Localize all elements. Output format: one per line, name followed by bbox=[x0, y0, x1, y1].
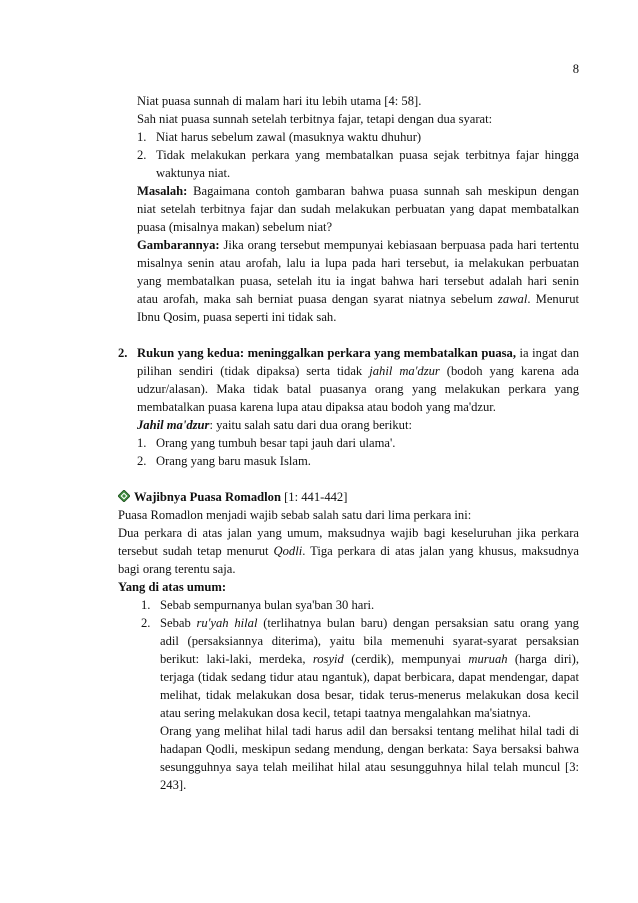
gambaran-line-2: misalnya senin atau arofah, lalu ia lupa pada hari tersebut, ia melakukan perbuatan bbox=[137, 256, 579, 270]
umum-item-2-line-4: terjaga (tidak sedang tidur atau ngantuk), dapat berbicara, dapat mendengar, dapat bbox=[160, 670, 579, 684]
page-number: 8 bbox=[572, 62, 579, 76]
niat-syarat-1-number: 1. bbox=[137, 130, 147, 144]
umum-item-2-number: 2. bbox=[141, 616, 151, 630]
umum-item-1-text: Sebab sempurnanya bulan sya'ban 30 hari. bbox=[160, 598, 375, 612]
umum-item-2-line-6: atau sering melakukan dosa kecil, tetapi taatnya mengalahkan ma'siatnya. bbox=[160, 706, 531, 720]
gambaran-line-5: Ibnu Qosim, puasa seperti ini tidak sah. bbox=[137, 310, 337, 324]
hilal-paragraph-line-1: Orang yang melihat hilal tadi harus adil dan bersaksi tentang melihat hilal tadi di bbox=[160, 724, 579, 738]
masalah-line-1: Masalah: Bagaimana contoh gambaran bahwa puasa sunnah sah meskipun dengan bbox=[137, 184, 579, 198]
niat-syarat-2-text-cont: waktunya niat. bbox=[156, 166, 231, 180]
niat-line-1: Niat puasa sunnah di malam hari itu lebih utama [4: 58]. bbox=[137, 94, 422, 108]
gambaran-line-3: yang membatalkan puasa, setelah itu ia ingat bahwa hari tersebut adalah hari senin bbox=[137, 274, 579, 288]
jahil-item-1-text: Orang yang tumbuh besar tapi jauh dari ulama'. bbox=[156, 436, 396, 450]
wajib-line-2: Dua perkara di atas jalan yang umum, maksudnya wajib bagi keseluruhan jika perkara bbox=[118, 526, 579, 540]
wajib-line-3: tersebut sudah tetap menurut Qodli. Tiga perkara di atas jalan yang khusus, maksudnya bbox=[118, 544, 579, 558]
gambaran-line-4: atau arofah, maka sah berniat puasa dengan syarat niatnya sebelum zawal. Menurut bbox=[137, 292, 579, 306]
wajib-line-4: bagi orang terentu saja. bbox=[118, 562, 236, 576]
jahil-madzur-line: Jahil ma'dzur: yaitu salah satu dari dua orang berikut: bbox=[137, 418, 412, 432]
wajib-reference: [1: 441-442] bbox=[280, 490, 348, 504]
wajib-heading: Wajibnya Puasa Romadlon bbox=[134, 490, 281, 504]
niat-syarat-2-text: Tidak melakukan perkara yang membatalkan puasa sejak terbitnya fajar hingga bbox=[156, 148, 579, 162]
rukun-2-number: 2. bbox=[118, 346, 128, 360]
umum-item-2-line-5: melihat, tidak melakukan dosa besar, tidak terus-menerus melakukan dosa kecil bbox=[160, 688, 579, 702]
umum-item-2-line-1: Sebab ru'yah hilal (terlihatnya bulan baru) dengan persaksian satu orang yang bbox=[160, 616, 579, 630]
rukun-2-line-3: udzur/alasan). Maka tidak batal puasanya orang yang melakukan perkara yang bbox=[137, 382, 579, 396]
jahil-item-1-number: 1. bbox=[137, 436, 147, 450]
jahil-madzur-label: Jahil ma'dzur bbox=[137, 418, 210, 432]
jahil-item-2-text: Orang yang baru masuk Islam. bbox=[156, 454, 311, 468]
gambaran-line-1: Gambarannya: Jika orang tersebut mempunyai kebiasaan berpuasa pada hari tertentu bbox=[137, 238, 579, 252]
niat-syarat-1-text: Niat harus sebelum zawal (masuknya waktu dhuhur) bbox=[156, 130, 422, 144]
masalah-line-2: niat setelah terbitnya fajar dan sudah melakukan perbuatan yang dapat membatalkan bbox=[137, 202, 579, 216]
rukun-2-line-1: Rukun yang kedua: meninggalkan perkara yang membatalkan puasa, ia ingat dan bbox=[137, 346, 579, 360]
gambaran-label: Gambarannya: bbox=[137, 238, 220, 252]
umum-item-2-line-3: berikut: laki-laki, merdeka, rosyid (cerdik), mempunyai muruah (harga diri), bbox=[160, 652, 580, 666]
umum-item-1-number: 1. bbox=[141, 598, 151, 612]
rukun-2-line-4: membatalkan puasa karena lupa atau dipaksa atau bodoh yang ma'dzur. bbox=[137, 400, 496, 414]
masalah-label: Masalah: bbox=[137, 184, 188, 198]
niat-syarat-2-number: 2. bbox=[137, 148, 147, 162]
rukun-2-line-2: pilihan sendiri (tidak dipaksa) serta tidak jahil ma'dzur (bodoh yang karena ada bbox=[137, 364, 579, 378]
rukun-2-label: Rukun yang kedua: meninggalkan perkara yang membatalkan puasa, bbox=[137, 346, 517, 360]
yang-di-atas-umum-label: Yang di atas umum: bbox=[118, 580, 227, 594]
hilal-paragraph-line-4: 243]. bbox=[160, 778, 187, 792]
hilal-paragraph-line-2: hadapan Qodli, meskipun sedang mendung, dengan berkata: Saya bersaksi bahwa bbox=[160, 742, 579, 756]
diamond-bullet-icon bbox=[118, 490, 130, 502]
hilal-paragraph-line-3: sesungguhnya saya telah meilihat hilal atau sesungguhnya hilal telah muncul [3: bbox=[160, 760, 579, 774]
masalah-line-3: puasa (misalnya makan) sebelum niat? bbox=[137, 220, 333, 234]
umum-item-2-line-2: adil (persaksiannya diterima), yaitu bila memenuhi syarat-syarat persaksian bbox=[160, 634, 579, 648]
niat-line-2: Sah niat puasa sunnah setelah terbitnya fajar, tetapi dengan dua syarat: bbox=[137, 112, 493, 126]
wajib-line-1: Puasa Romadlon menjadi wajib sebab salah satu dari lima perkara ini: bbox=[118, 508, 472, 522]
wajib-heading-line bbox=[118, 490, 347, 504]
jahil-item-2-number: 2. bbox=[137, 454, 147, 468]
